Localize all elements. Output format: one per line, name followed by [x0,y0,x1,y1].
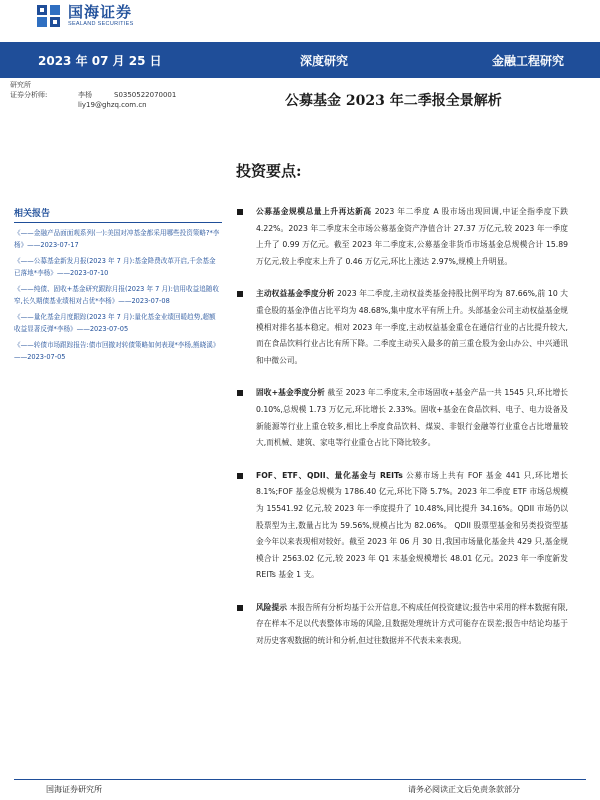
footer-divider [14,779,586,780]
footer-disclaimer: 请务必阅读正文后免责条款部分 [408,785,520,794]
key-points [236,204,568,650]
bullet-square-icon [237,209,243,215]
key-point [236,468,568,584]
analyst-info [10,80,176,110]
logo [36,2,134,30]
bullet-square-icon [237,291,243,297]
key-point-head: 风险提示 [256,602,287,612]
bullet-square-icon [237,473,243,479]
key-point [236,286,568,369]
key-point [236,204,568,270]
analyst-cert: S0350522070001 [114,91,177,99]
logo-cn: 国海证券 [68,2,133,21]
analyst-dept: 研究所 [10,81,31,89]
logo-en: SEALAND SECURITIES [68,20,134,27]
report-type: 深度研究 [300,54,349,68]
bullet-square-icon [237,390,243,396]
related-reports [14,206,222,363]
key-point-head: 公募基金规模总量上升再达新高 [256,207,372,216]
key-point-text: 2023 年二季度 A 股市场出现回调,中证全指季度下跌 4.22%。2023 年二季度末全市场公募基金资产净值合计 27.37 万亿元,较 2023 年一季度上升了 0.99 万亿元。截至 2023 年二季度末,公募基金非货币市场基金总规模合计 15.89 万亿元,较上季度末上升了 0.46 万亿元,环比上涨达 2.97%,规模上升明显。 [256,207,568,266]
bullet-square-icon [237,605,243,611]
analyst-name: 李杨 [78,91,92,99]
sealand-logo-icon [36,3,62,29]
key-point [236,600,568,650]
analyst-email[interactable]: liy19@ghzq.com.cn [78,101,147,109]
key-point-text: 公募市场上共有 FOF 基金 441 只,环比增长 8.1%;FOF 基金总规模为 1786.40 亿元,环比下降 5.7%。2023 年二季度 ETF 市场总规模为 15541.92 亿元,较 2023 年一季度提升了 10.48%,同比提升 34.16%。QDII 市场仍以股票型为主,数量占比为 59.56%,规模占比为 82.06%。 QDII 股票型基金和另类投资型基金今年以来表现相对较好。截至 2023 年 06 月 30 日,我国市场量化基金共 429 只,基金规模合计 2563.02 亿元,较 2023 年 Q1 末基金规模增长 48.01 亿元。2023 年一季度新发 REITs 基金 1 支。 [256,470,568,580]
key-point-text: 截至 2023 年二季度末,全市场固收+基金产品一共 1545 只,环比增长 0.10%,总规模 1.73 万亿元,环比增长 2.33%。固收+基金在食品饮料、电子、电力设备及新能源等行业上重仓较多,相比上季度食品饮料、煤炭、非银行金融等行业重仓占比增量较大,而机械、建筑、家电等行业重仓占比下降比较多。 [256,388,568,448]
related-report-link[interactable]: 《——量化基金月度跟踪(2023 年 7 月):量化基金业绩回暖趋势,超额收益显著反弹*李杨》——2023-07-05 [14,313,216,333]
report-category: 金融工程研究 [492,54,565,68]
related-report-link[interactable]: 《——纯债、固收+基金研究跟踪月报(2023 年 7 月):信用收益追随收窄,长久期债基业绩相对占优*李杨》——2023-07-08 [14,285,219,305]
header-bar [0,42,600,78]
related-heading: 相关报告 [14,206,222,223]
key-point-head: 主动权益基金季度分析 [256,289,335,299]
page-title: 公募基金 2023 年二季报全景解析 [285,93,502,109]
related-report-link[interactable]: 《——转债市场跟踪报告:债市回撤对转债策略如何表现*李杨,熊晓溪》——2023-07-05 [14,341,220,361]
report-date: 2023 年 07 月 25 日 [38,54,162,68]
footer-institute: 国海证券研究所 [46,785,102,794]
section-heading: 投资要点: [236,162,302,180]
key-point-head: 固收+基金季度分析 [256,388,325,398]
related-report-link[interactable]: 《——金融产品面面观系列(一):美国对冲基金都采用哪些投资策略?*李杨》——2023-07-17 [14,229,220,249]
key-point-text: 本报告所有分析均基于公开信息,不构成任何投资建议;报告中采用的样本数据有限,存在样本不足以代表整体市场的风险,且数据处理统计方式可能存在误差;报告中结论均基于对历史客观数据的统计和分析,但过往数据并不代表未来表现。 [256,602,568,646]
key-point-head: FOF、ETF、QDII、量化基金与 REITs [256,470,403,480]
analyst-label: 证券分析师: [10,91,48,99]
related-report-link[interactable]: 《——公募基金新发月报(2023 年 7 月):基金降费改革开启,千余基金已落地*李杨》——2023-07-10 [14,257,216,277]
key-point-text: 2023 年二季度,主动权益类基金持股比例平均为 87.66%,前 10 大重仓股的基金净值占比平均为 48.68%,集中度水平有所上升。头部基金公司主动权益基金规模相对排名基本稳定。相对 2023 年一季度,主动权益基金重仓在通信行业的占比提升较大,而在食品饮料行业占比有所下降。二季度主动买入最多的前三重仓股为金山办公、中兴通讯和中微公司。 [256,289,568,365]
key-point [236,385,568,451]
